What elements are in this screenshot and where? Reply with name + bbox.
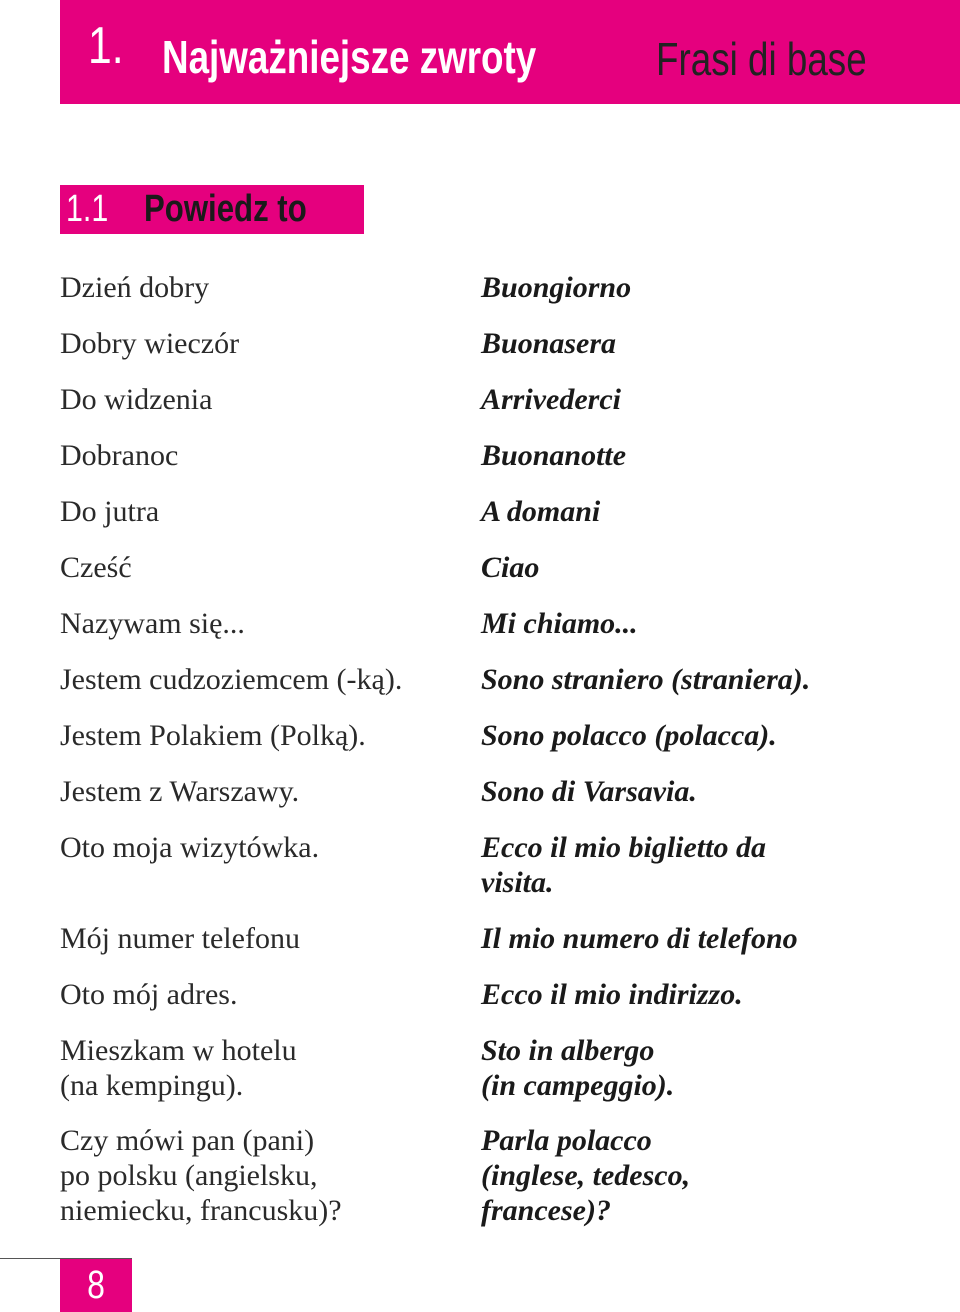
phrase-italian: Mi chiamo...: [481, 607, 638, 640]
phrase-polish: Cześć: [60, 551, 132, 584]
phrase-italian: Ecco il mio biglietto da visita.: [481, 831, 766, 899]
phrase-italian: Sto in albergo (in campeggio).: [481, 1034, 675, 1102]
phrase-italian: Parla polacco (inglese, tedesco, francese)?: [481, 1124, 691, 1227]
phrase-polish: Do widzenia: [60, 383, 213, 416]
phrase-polish: Mieszkam w hotelu (na kempingu).: [60, 1034, 297, 1102]
phrase-italian: Arrivederci: [481, 383, 621, 416]
chapter-title-polish: Najważniejsze zwroty: [162, 31, 537, 83]
page-number-box: [60, 1259, 132, 1312]
phrase-polish: Jestem Polakiem (Polką).: [60, 719, 366, 752]
section-title: Powiedz to: [144, 188, 307, 230]
phrase-polish: Jestem cudzoziemcem (-ką).: [60, 663, 403, 696]
phrase-italian: Sono straniero (straniera).: [481, 663, 811, 696]
phrase-italian: Sono polacco (polacca).: [481, 719, 777, 752]
phrase-polish: Mój numer telefonu: [60, 922, 300, 955]
phrase-polish: Nazywam się...: [60, 607, 245, 640]
section-header: [60, 185, 364, 234]
phrase-polish: Dobranoc: [60, 439, 179, 472]
chapter-title-italian: Frasi di base: [656, 33, 867, 85]
phrase-italian: Buongiorno: [481, 271, 632, 304]
phrase-italian: Ciao: [481, 551, 540, 584]
phrase-polish: Oto mój adres.: [60, 978, 238, 1011]
phrase-italian: Buonanotte: [481, 439, 627, 472]
phrase-polish: Czy mówi pan (pani) po polsku (angielsku, niemiecku, francusku)?: [60, 1124, 342, 1227]
phrase-polish: Oto moja wizytówka.: [60, 831, 320, 864]
phrase-italian: Il mio numero di telefono: [481, 922, 798, 955]
phrase-italian: Ecco il mio indirizzo.: [481, 978, 743, 1011]
phrase-italian: A domani: [481, 495, 601, 528]
chapter-number: 1.: [88, 17, 124, 75]
phrase-polish: Dobry wieczór: [60, 327, 240, 360]
phrase-polish: Jestem z Warszawy.: [60, 775, 300, 808]
chapter-header: [60, 0, 960, 104]
page-number: 8: [87, 1263, 105, 1307]
phrase-polish: Do jutra: [60, 495, 160, 528]
phrase-polish: Dzień dobry: [60, 271, 210, 304]
phrase-italian: Buonasera: [481, 327, 617, 360]
section-number: 1.1: [66, 188, 109, 230]
phrase-italian: Sono di Varsavia.: [481, 775, 697, 808]
